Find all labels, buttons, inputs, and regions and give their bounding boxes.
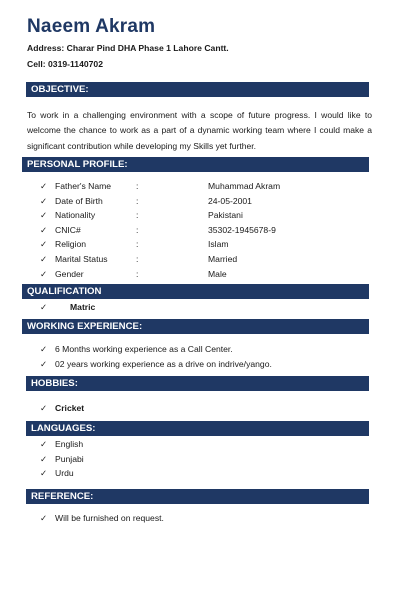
- check-icon: ✓: [40, 254, 48, 264]
- language-item: English: [55, 439, 84, 449]
- language-item: Punjabi: [55, 454, 84, 464]
- qualification-heading: QUALIFICATION: [22, 284, 369, 299]
- hobbies-heading: HOBBIES:: [26, 376, 369, 391]
- profile-label: Marital Status: [55, 254, 108, 264]
- profile-value: Islam: [208, 239, 229, 249]
- profile-label: Date of Birth: [55, 196, 103, 206]
- check-icon: ✓: [40, 302, 48, 312]
- profile-value: 35302-1945678-9: [208, 225, 276, 235]
- profile-label: Nationality: [55, 210, 96, 220]
- profile-colon: :: [136, 210, 139, 220]
- profile-label: Religion: [55, 239, 87, 249]
- check-icon: ✓: [40, 468, 48, 478]
- profile-colon: :: [136, 254, 139, 264]
- profile-colon: :: [136, 269, 139, 279]
- profile-value: Muhammad Akram: [208, 181, 281, 191]
- check-icon: ✓: [40, 454, 48, 464]
- qualification-item: Matric: [70, 302, 96, 312]
- languages-heading: LANGUAGES:: [26, 421, 369, 436]
- candidate-name: Naeem Akram: [27, 16, 156, 37]
- check-icon: ✓: [40, 359, 48, 369]
- check-icon: ✓: [40, 196, 48, 206]
- reference-item: Will be furnished on request.: [55, 513, 164, 523]
- check-icon: ✓: [40, 269, 48, 279]
- experience-item: 6 Months working experience as a Call Center.: [55, 344, 233, 354]
- check-icon: ✓: [40, 344, 48, 354]
- profile-label: Gender: [55, 269, 84, 279]
- check-icon: ✓: [40, 439, 48, 449]
- check-icon: ✓: [40, 239, 48, 249]
- profile-colon: :: [136, 181, 139, 191]
- cell-line: Cell: 0319-1140702: [27, 59, 103, 69]
- working-experience-heading: WORKING EXPERIENCE:: [22, 319, 369, 334]
- language-item: Urdu: [55, 468, 74, 478]
- profile-label: Father's Name: [55, 181, 112, 191]
- check-icon: ✓: [40, 181, 48, 191]
- objective-text: To work in a challenging environment with a scope of future progress. I would like to welcome the chance to work as a part of a dynamic working team where I could make a significant contribution while developing my Skills yet further.: [27, 110, 372, 151]
- address-line: Address: Charar Pind DHA Phase 1 Lahore Cantt.: [27, 43, 229, 53]
- profile-value: Male: [208, 269, 227, 279]
- profile-value: Pakistani: [208, 210, 243, 220]
- profile-colon: :: [136, 196, 139, 206]
- check-icon: ✓: [40, 225, 48, 235]
- hobby-item: Cricket: [55, 403, 85, 413]
- check-icon: ✓: [40, 210, 48, 220]
- experience-item: 02 years working experience as a drive on indrive/yango.: [55, 359, 272, 369]
- profile-colon: :: [136, 239, 139, 249]
- check-icon: ✓: [40, 513, 48, 523]
- profile-label: CNIC#: [55, 225, 81, 235]
- profile-value: 24-05-2001: [208, 196, 252, 206]
- reference-heading: REFERENCE:: [26, 489, 369, 504]
- personal-profile-heading: PERSONAL PROFILE:: [22, 157, 369, 172]
- profile-value: Married: [208, 254, 238, 264]
- check-icon: ✓: [40, 403, 48, 413]
- profile-colon: :: [136, 225, 139, 235]
- objective-heading: OBJECTIVE:: [26, 82, 369, 97]
